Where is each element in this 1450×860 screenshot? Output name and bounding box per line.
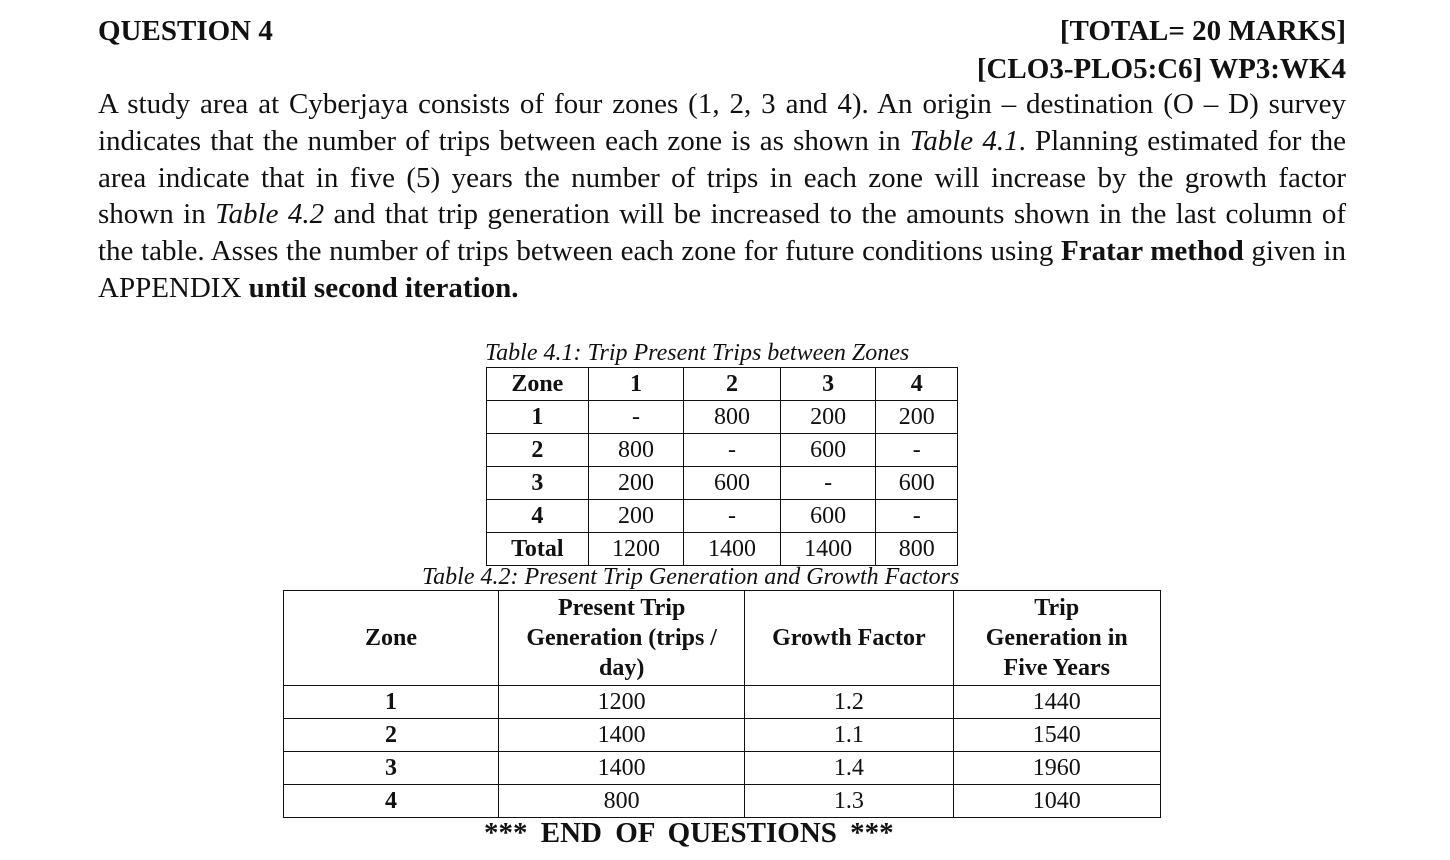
table-row (284, 752, 1161, 785)
table-cell: 800 (588, 434, 684, 467)
total-cell: 800 (876, 533, 958, 566)
table-cell: 1400 (499, 719, 745, 752)
header-line: day) (598, 655, 645, 681)
table-cell: 600 (780, 434, 876, 467)
paragraph-text: A study area at Cyberjaya consists of four zones (1, 2, 3 and 4). An origin – destination (O – D) survey indicates that the number of trips between each zone is as shown in (98, 88, 1346, 157)
total-marks: [TOTAL= 20 MARKS] (1059, 15, 1346, 47)
table-cell: 200 (588, 467, 684, 500)
iteration-instruction: until second iteration. (248, 271, 519, 304)
present-generation-header (499, 591, 745, 686)
table-cell: - (780, 467, 876, 500)
table-cell: 800 (684, 401, 781, 434)
table-cell: 200 (780, 401, 876, 434)
total-label: Total (487, 533, 589, 566)
table-cell: 1.1 (745, 719, 953, 752)
table-cell: - (876, 434, 958, 467)
table-cell: - (684, 434, 781, 467)
table-cell: 800 (499, 785, 745, 818)
header-line: Trip (1034, 595, 1080, 621)
total-cell: 1400 (780, 533, 876, 566)
table-row (487, 401, 958, 434)
zone-cell: 3 (487, 467, 589, 500)
zone-cell: 1 (487, 401, 589, 434)
zone-cell: 2 (487, 434, 589, 467)
header-line: Five Years (1003, 655, 1110, 681)
table-row (487, 434, 958, 467)
end-of-questions: *** END OF QUESTIONS *** (484, 817, 894, 849)
table-cell: 600 (684, 467, 781, 500)
table-cell: 600 (780, 500, 876, 533)
header-line: Generation (trips / (526, 625, 717, 651)
table-cell: - (876, 500, 958, 533)
table-cell: - (588, 401, 684, 434)
future-generation-header (953, 591, 1161, 686)
table-cell: 1540 (953, 719, 1161, 752)
table-header-row (487, 368, 958, 401)
table-cell: 600 (876, 467, 958, 500)
growth-factors-table (283, 590, 1161, 818)
total-cell: 1200 (588, 533, 684, 566)
table-header-cell: 3 (780, 368, 876, 401)
table-reference: Table 4.1 (909, 124, 1019, 157)
zone-header: Zone (284, 591, 499, 686)
question-title: QUESTION 4 (98, 15, 273, 47)
clo-code: [CLO3-PLO5:C6] WP3:WK4 (976, 53, 1346, 85)
present-trips-table (486, 367, 958, 566)
table-row (284, 686, 1161, 719)
table-cell: 1200 (499, 686, 745, 719)
zone-cell: 2 (284, 719, 499, 752)
table-cell: - (684, 500, 781, 533)
header-line: Generation in (985, 625, 1128, 651)
total-cell: 1400 (684, 533, 781, 566)
table-cell: 1.3 (745, 785, 953, 818)
header-line: Present Trip (557, 595, 686, 621)
total-row (487, 533, 958, 566)
table-row (284, 785, 1161, 818)
table-cell: 1960 (953, 752, 1161, 785)
table-row (487, 467, 958, 500)
table-cell: 1.4 (745, 752, 953, 785)
table-header-cell: Zone (487, 368, 589, 401)
table-header-cell: 1 (588, 368, 684, 401)
table2-caption: Table 4.2: Present Trip Generation and Growth Factors (422, 564, 960, 590)
table-cell: 1440 (953, 686, 1161, 719)
zone-cell: 3 (284, 752, 499, 785)
table-cell: 1040 (953, 785, 1161, 818)
zone-cell: 1 (284, 686, 499, 719)
question-paragraph (98, 86, 1346, 307)
table1-caption: Table 4.1: Trip Present Trips between Zones (485, 340, 910, 366)
paragraph-text: and that trip generation will be increased to the amounts shown in the last column of the table. Asses the number of trips between each zone for future conditions using (98, 198, 1346, 268)
table-reference: Table 4.2 (215, 198, 325, 231)
table-cell: 1.2 (745, 686, 953, 719)
table-cell: 200 (876, 401, 958, 434)
table-header-cell: 4 (876, 368, 958, 401)
zone-cell: 4 (284, 785, 499, 818)
method-name: Fratar method (1061, 235, 1244, 268)
table-header-row (284, 591, 1161, 686)
paragraph-text: given in APPENDIX (98, 235, 1346, 304)
paragraph-text: . Planning estimated for the area indicate that in five (5) years the number of trips in each zone will increase by the growth factor shown in (98, 124, 1346, 231)
table-row (487, 500, 958, 533)
zone-cell: 4 (487, 500, 589, 533)
table-row (284, 719, 1161, 752)
table-header-cell: 2 (684, 368, 781, 401)
table-cell: 200 (588, 500, 684, 533)
table-cell: 1400 (499, 752, 745, 785)
growth-factor-header: Growth Factor (745, 591, 953, 686)
